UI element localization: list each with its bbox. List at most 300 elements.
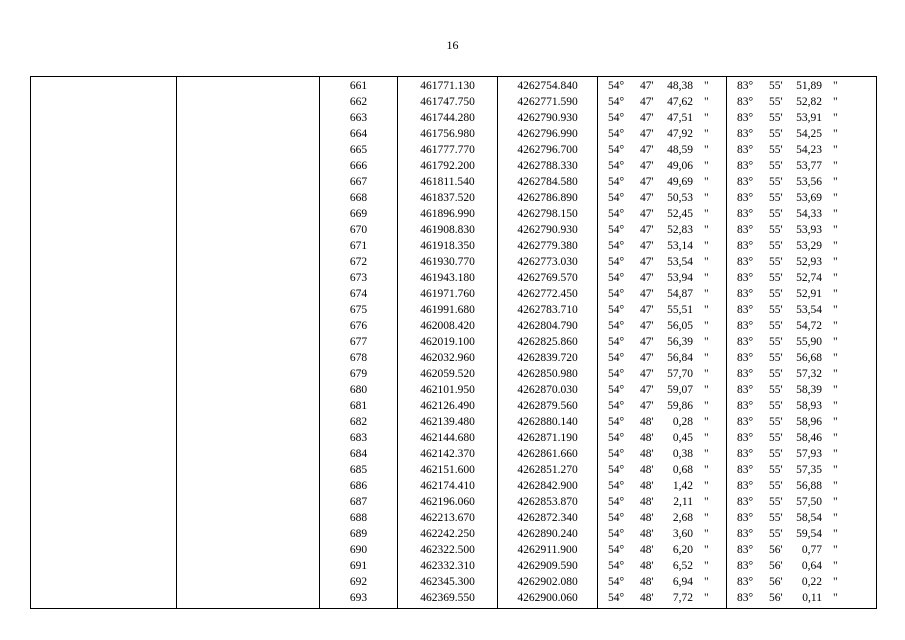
y-coordinate: 4262842.900 [498, 478, 598, 494]
longitude [727, 446, 877, 462]
x-coordinate: 462144.680 [398, 430, 498, 446]
point-number: 683 [320, 430, 398, 446]
empty-cell [31, 398, 177, 414]
latitude-minutes [640, 382, 654, 398]
longitude-minutes [769, 350, 783, 366]
longitude-minutes-value: 55 [769, 288, 781, 300]
latitude-degrees-unit: ° [619, 176, 625, 188]
latitude-degrees-value: 54 [608, 560, 620, 572]
longitude-seconds-unit: " [833, 240, 838, 252]
point-number: 679 [320, 366, 398, 382]
longitude-minutes-value: 55 [769, 352, 781, 364]
table-row [31, 462, 877, 478]
latitude-degrees-value: 54 [608, 256, 620, 268]
latitude-minutes [640, 302, 654, 318]
longitude-minutes-unit: ' [780, 112, 783, 124]
longitude-minutes [769, 190, 783, 206]
longitude-degrees-value: 83 [737, 496, 749, 508]
latitude-degrees-unit: ° [619, 96, 625, 108]
latitude-seconds-value: 56,05 [667, 320, 693, 332]
latitude [598, 510, 727, 526]
longitude-minutes [769, 590, 783, 606]
latitude-degrees [608, 126, 624, 142]
longitude [727, 510, 877, 526]
latitude-minutes-value: 47 [640, 336, 652, 348]
latitude-seconds [661, 174, 693, 190]
latitude [598, 334, 727, 350]
longitude-seconds-value: 57,32 [796, 368, 822, 380]
longitude-degrees-value: 83 [737, 560, 749, 572]
point-number: 671 [320, 238, 398, 254]
empty-cell [177, 206, 320, 222]
empty-cell [31, 222, 177, 238]
latitude-degrees-unit: ° [619, 400, 625, 412]
y-coordinate: 4262796.990 [498, 126, 598, 142]
latitude-minutes-value: 47 [640, 288, 652, 300]
longitude-seconds [790, 126, 822, 142]
longitude-seconds [790, 542, 822, 558]
longitude-seconds-value: 52,82 [796, 96, 822, 108]
latitude-degrees-value: 54 [608, 496, 620, 508]
longitude-minutes-value: 55 [769, 272, 781, 284]
latitude-seconds [661, 126, 693, 142]
longitude-degrees-unit: ° [748, 128, 754, 140]
longitude-degrees [737, 558, 753, 574]
latitude-minutes-unit: ' [651, 192, 654, 204]
latitude-seconds [661, 446, 693, 462]
latitude-degrees-value: 54 [608, 416, 620, 428]
latitude-degrees-value: 54 [608, 192, 620, 204]
longitude-degrees-unit: ° [748, 288, 754, 300]
longitude-minutes-value: 55 [769, 528, 781, 540]
point-number: 684 [320, 446, 398, 462]
longitude-degrees-unit: ° [748, 544, 754, 556]
x-coordinate: 461811.540 [398, 174, 498, 190]
latitude-seconds-unit: " [704, 80, 709, 92]
longitude-seconds [790, 206, 822, 222]
y-coordinate: 4262890.240 [498, 526, 598, 542]
latitude-degrees-value: 54 [608, 160, 620, 172]
latitude [598, 286, 727, 302]
latitude-degrees [608, 526, 624, 542]
longitude-minutes-unit: ' [780, 432, 783, 444]
longitude-degrees-unit: ° [748, 208, 754, 220]
longitude-degrees-value: 83 [737, 576, 749, 588]
longitude-minutes-unit: ' [780, 592, 783, 604]
longitude-degrees [737, 78, 753, 94]
latitude-seconds-unit: " [704, 528, 709, 540]
longitude-seconds-unit: " [833, 176, 838, 188]
y-coordinate: 4262870.030 [498, 382, 598, 398]
latitude-degrees-value: 54 [608, 464, 620, 476]
longitude-seconds [790, 78, 822, 94]
longitude-degrees-value: 83 [737, 256, 749, 268]
point-number: 663 [320, 110, 398, 126]
latitude-minutes-unit: ' [651, 560, 654, 572]
latitude-minutes [640, 270, 654, 286]
latitude-minutes-value: 47 [640, 208, 652, 220]
point-number: 682 [320, 414, 398, 430]
empty-cell [31, 334, 177, 350]
latitude [598, 222, 727, 238]
longitude-minutes-value: 55 [769, 112, 781, 124]
empty-cell [177, 510, 320, 526]
longitude-minutes-unit: ' [780, 256, 783, 268]
longitude-degrees [737, 270, 753, 286]
latitude-minutes-unit: ' [651, 496, 654, 508]
latitude-seconds [661, 462, 693, 478]
latitude-seconds [661, 350, 693, 366]
longitude-degrees-unit: ° [748, 576, 754, 588]
longitude-degrees-unit: ° [748, 256, 754, 268]
x-coordinate: 461918.350 [398, 238, 498, 254]
latitude-seconds-unit: " [704, 416, 709, 428]
empty-cell [177, 190, 320, 206]
y-coordinate: 4262853.870 [498, 494, 598, 510]
longitude-seconds-value: 54,25 [796, 128, 822, 140]
latitude [598, 494, 727, 510]
empty-cell [31, 366, 177, 382]
latitude-seconds-value: 0,68 [672, 464, 693, 476]
latitude-degrees [608, 302, 624, 318]
longitude-degrees [737, 574, 753, 590]
table-row [31, 254, 877, 270]
longitude-seconds [790, 190, 822, 206]
longitude-degrees [737, 494, 753, 510]
longitude-minutes-value: 55 [769, 400, 781, 412]
longitude-minutes-unit: ' [780, 544, 783, 556]
longitude-degrees [737, 286, 753, 302]
longitude-seconds [790, 334, 822, 350]
longitude-degrees [737, 430, 753, 446]
latitude-minutes [640, 446, 654, 462]
latitude [598, 574, 727, 590]
latitude-minutes-unit: ' [651, 112, 654, 124]
latitude-seconds-value: 53,54 [667, 256, 693, 268]
latitude-minutes [640, 510, 654, 526]
latitude-seconds-value: 59,86 [667, 400, 693, 412]
longitude-minutes-value: 55 [769, 192, 781, 204]
longitude [727, 494, 877, 510]
point-number: 666 [320, 158, 398, 174]
table-row [31, 414, 877, 430]
latitude-seconds-value: 57,70 [667, 368, 693, 380]
longitude-minutes-value: 55 [769, 144, 781, 156]
point-number: 661 [320, 77, 398, 95]
longitude-degrees-unit: ° [748, 560, 754, 572]
longitude-seconds-value: 53,93 [796, 224, 822, 236]
longitude-degrees-unit: ° [748, 352, 754, 364]
x-coordinate: 462126.490 [398, 398, 498, 414]
empty-cell [31, 302, 177, 318]
longitude-minutes-unit: ' [780, 464, 783, 476]
y-coordinate: 4262769.570 [498, 270, 598, 286]
latitude-degrees-unit: ° [619, 480, 625, 492]
latitude-minutes-unit: ' [651, 464, 654, 476]
longitude-degrees [737, 542, 753, 558]
point-number: 667 [320, 174, 398, 190]
latitude-minutes [640, 110, 654, 126]
longitude-seconds-value: 0,11 [802, 592, 822, 604]
latitude-seconds-value: 55,51 [667, 304, 693, 316]
latitude-seconds-unit: " [704, 320, 709, 332]
longitude-seconds-value: 53,77 [796, 160, 822, 172]
latitude-degrees [608, 270, 624, 286]
latitude-degrees-unit: ° [619, 496, 625, 508]
latitude-degrees [608, 462, 624, 478]
longitude-degrees-unit: ° [748, 592, 754, 604]
latitude-degrees [608, 350, 624, 366]
latitude-seconds [661, 206, 693, 222]
longitude-degrees [737, 366, 753, 382]
longitude [727, 350, 877, 366]
latitude-degrees-value: 54 [608, 336, 620, 348]
longitude-minutes-unit: ' [780, 80, 783, 92]
table-row [31, 302, 877, 318]
latitude [598, 526, 727, 542]
latitude-seconds-value: 52,45 [667, 208, 693, 220]
point-number: 685 [320, 462, 398, 478]
y-coordinate: 4262902.080 [498, 574, 598, 590]
longitude-minutes-unit: ' [780, 272, 783, 284]
latitude-minutes-unit: ' [651, 352, 654, 364]
empty-cell [177, 302, 320, 318]
longitude-seconds [790, 382, 822, 398]
y-coordinate: 4262900.060 [498, 590, 598, 609]
latitude-degrees-unit: ° [619, 416, 625, 428]
longitude-degrees-value: 83 [737, 400, 749, 412]
empty-cell [31, 110, 177, 126]
empty-cell [177, 430, 320, 446]
latitude-minutes [640, 366, 654, 382]
empty-cell [177, 110, 320, 126]
latitude-minutes [640, 286, 654, 302]
empty-cell [177, 478, 320, 494]
longitude [727, 558, 877, 574]
latitude [598, 446, 727, 462]
longitude-degrees-value: 83 [737, 480, 749, 492]
longitude-degrees-unit: ° [748, 320, 754, 332]
longitude-minutes-value: 55 [769, 496, 781, 508]
y-coordinate: 4262871.190 [498, 430, 598, 446]
latitude-minutes-value: 48 [640, 592, 652, 604]
longitude-minutes-value: 55 [769, 224, 781, 236]
longitude-degrees-unit: ° [748, 240, 754, 252]
table-row [31, 494, 877, 510]
longitude-degrees-value: 83 [737, 128, 749, 140]
latitude-seconds-value: 0,28 [672, 416, 693, 428]
longitude-seconds-value: 59,54 [796, 528, 822, 540]
empty-cell [31, 286, 177, 302]
latitude-minutes-unit: ' [651, 384, 654, 396]
longitude-minutes [769, 302, 783, 318]
empty-cell [31, 94, 177, 110]
latitude-degrees-unit: ° [619, 576, 625, 588]
longitude-minutes [769, 222, 783, 238]
latitude-minutes-value: 47 [640, 320, 652, 332]
latitude-seconds-unit: " [704, 464, 709, 476]
latitude-minutes [640, 318, 654, 334]
x-coordinate: 461777.770 [398, 142, 498, 158]
longitude-degrees-value: 83 [737, 208, 749, 220]
y-coordinate: 4262804.790 [498, 318, 598, 334]
latitude-seconds-value: 6,20 [672, 544, 693, 556]
empty-cell [177, 494, 320, 510]
latitude-seconds-value: 6,52 [672, 560, 693, 572]
longitude-seconds [790, 94, 822, 110]
latitude-minutes-unit: ' [651, 304, 654, 316]
longitude-seconds [790, 526, 822, 542]
longitude-minutes-value: 55 [769, 96, 781, 108]
empty-cell [31, 126, 177, 142]
latitude-degrees [608, 430, 624, 446]
longitude [727, 158, 877, 174]
latitude-minutes [640, 542, 654, 558]
longitude-minutes-unit: ' [780, 560, 783, 572]
latitude-minutes-unit: ' [651, 128, 654, 140]
latitude-minutes-unit: ' [651, 160, 654, 172]
latitude-seconds-value: 49,69 [667, 176, 693, 188]
latitude-seconds [661, 494, 693, 510]
empty-cell [177, 94, 320, 110]
longitude-minutes-unit: ' [780, 384, 783, 396]
empty-cell [31, 494, 177, 510]
x-coordinate: 461792.200 [398, 158, 498, 174]
longitude-seconds-unit: " [833, 592, 838, 604]
latitude-seconds [661, 366, 693, 382]
table-row [31, 542, 877, 558]
latitude-minutes-value: 47 [640, 368, 652, 380]
longitude-degrees-unit: ° [748, 272, 754, 284]
longitude-seconds-value: 53,91 [796, 112, 822, 124]
longitude-seconds [790, 142, 822, 158]
longitude-degrees-value: 83 [737, 448, 749, 460]
empty-cell [31, 590, 177, 609]
table-row [31, 398, 877, 414]
latitude-seconds-value: 2,68 [672, 512, 693, 524]
longitude-degrees-unit: ° [748, 304, 754, 316]
longitude-seconds [790, 366, 822, 382]
longitude-minutes [769, 254, 783, 270]
longitude-degrees [737, 510, 753, 526]
point-number: 681 [320, 398, 398, 414]
latitude-minutes-value: 47 [640, 112, 652, 124]
longitude-minutes-unit: ' [780, 480, 783, 492]
latitude-degrees [608, 174, 624, 190]
empty-cell [177, 286, 320, 302]
latitude-minutes-unit: ' [651, 480, 654, 492]
point-number: 677 [320, 334, 398, 350]
latitude-minutes-value: 47 [640, 272, 652, 284]
longitude-minutes-unit: ' [780, 208, 783, 220]
longitude-seconds-value: 53,56 [796, 176, 822, 188]
longitude [727, 222, 877, 238]
latitude-minutes-unit: ' [651, 272, 654, 284]
latitude-seconds [661, 238, 693, 254]
empty-cell [31, 158, 177, 174]
latitude [598, 414, 727, 430]
longitude-seconds-value: 57,35 [796, 464, 822, 476]
latitude-degrees-value: 54 [608, 544, 620, 556]
latitude-seconds-unit: " [704, 480, 709, 492]
latitude-minutes-unit: ' [651, 448, 654, 460]
latitude-minutes [640, 94, 654, 110]
longitude-degrees-unit: ° [748, 480, 754, 492]
longitude-seconds-value: 57,93 [796, 448, 822, 460]
latitude-degrees [608, 318, 624, 334]
empty-cell [31, 542, 177, 558]
longitude-degrees [737, 94, 753, 110]
latitude-minutes-unit: ' [651, 512, 654, 524]
longitude-seconds [790, 510, 822, 526]
longitude-seconds-unit: " [833, 352, 838, 364]
latitude-degrees [608, 158, 624, 174]
latitude-seconds-value: 53,94 [667, 272, 693, 284]
point-number: 674 [320, 286, 398, 302]
longitude-seconds-unit: " [833, 512, 838, 524]
longitude-seconds-unit: " [833, 432, 838, 444]
table-row [31, 510, 877, 526]
point-number: 665 [320, 142, 398, 158]
point-number: 668 [320, 190, 398, 206]
latitude-minutes [640, 430, 654, 446]
table-row [31, 77, 877, 95]
longitude-degrees-unit: ° [748, 432, 754, 444]
latitude-seconds-unit: " [704, 560, 709, 572]
y-coordinate: 4262839.720 [498, 350, 598, 366]
longitude [727, 318, 877, 334]
x-coordinate: 461837.520 [398, 190, 498, 206]
x-coordinate: 462139.480 [398, 414, 498, 430]
x-coordinate: 462213.670 [398, 510, 498, 526]
longitude-degrees [737, 462, 753, 478]
latitude-degrees-unit: ° [619, 320, 625, 332]
latitude-minutes-value: 47 [640, 304, 652, 316]
latitude-minutes [640, 526, 654, 542]
longitude-seconds [790, 238, 822, 254]
y-coordinate: 4262851.270 [498, 462, 598, 478]
latitude-minutes-value: 47 [640, 192, 652, 204]
latitude-minutes [640, 222, 654, 238]
latitude-degrees-unit: ° [619, 352, 625, 364]
longitude-seconds [790, 302, 822, 318]
empty-cell [31, 382, 177, 398]
latitude-seconds-unit: " [704, 144, 709, 156]
longitude-seconds-unit: " [833, 448, 838, 460]
longitude-minutes-unit: ' [780, 224, 783, 236]
longitude-degrees [737, 318, 753, 334]
table-row [31, 206, 877, 222]
longitude-seconds [790, 590, 822, 606]
latitude-seconds-value: 1,42 [672, 480, 693, 492]
longitude-degrees-unit: ° [748, 416, 754, 428]
empty-cell [31, 254, 177, 270]
latitude-minutes-unit: ' [651, 176, 654, 188]
longitude-seconds [790, 446, 822, 462]
longitude-degrees-value: 83 [737, 368, 749, 380]
y-coordinate: 4262798.150 [498, 206, 598, 222]
empty-cell [177, 142, 320, 158]
latitude-degrees-unit: ° [619, 256, 625, 268]
latitude-degrees [608, 78, 624, 94]
latitude-minutes-unit: ' [651, 80, 654, 92]
longitude [727, 574, 877, 590]
latitude-minutes [640, 350, 654, 366]
longitude-minutes [769, 94, 783, 110]
empty-cell [177, 462, 320, 478]
empty-cell [31, 478, 177, 494]
x-coordinate: 462322.500 [398, 542, 498, 558]
